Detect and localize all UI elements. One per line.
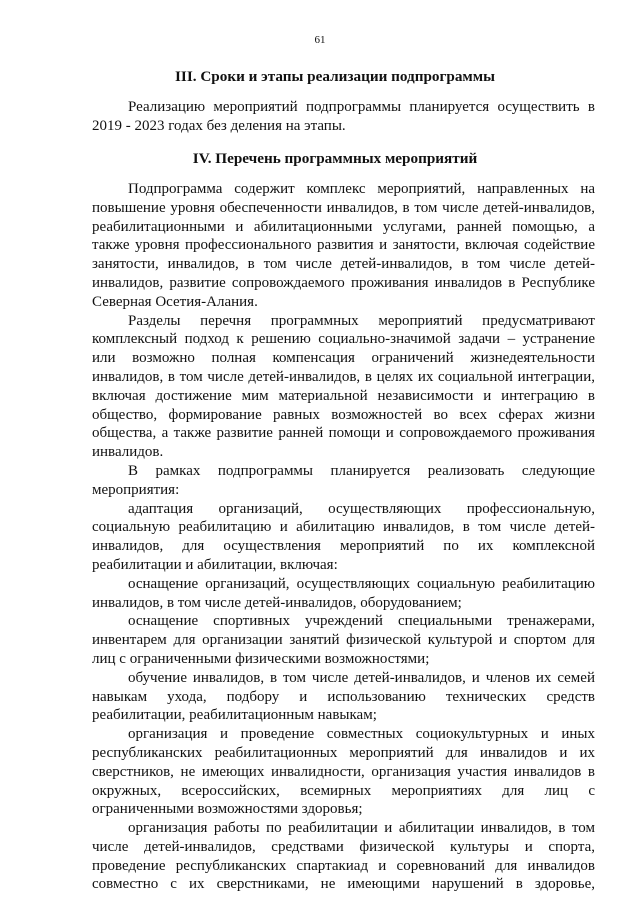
- text-line: общество, формирование равных возможностей во всех сферах жизни: [92, 406, 595, 423]
- list-item-line: оснащение спортивных учреждений специальными тренажерами,: [128, 613, 595, 630]
- list-item-line: навыкам ухода, подбору и использованию технических средств: [92, 688, 595, 705]
- text-line: реабилитационными и абилитационными услугами, ранней помощью, а: [92, 218, 595, 235]
- list-item-line: ограниченными возможностями здоровья;: [92, 801, 363, 818]
- page-number: 61: [314, 34, 326, 46]
- text-line: 2019 - 2023 годах без деления на этапы.: [92, 117, 346, 134]
- text-line: мероприятия:: [92, 481, 180, 498]
- section-3-paragraph: [92, 98, 595, 136]
- list-item-line: социальную реабилитацию и абилитацию инвалидов, в том числе детей-: [92, 519, 595, 536]
- section-3-title: III. Сроки и этапы реализации подпрограммы: [175, 68, 495, 85]
- text-line: или возможно полная компенсация ограничений жизнедеятельности: [92, 350, 595, 367]
- list-item-line: оснащение организаций, осуществляющих социальную реабилитацию: [128, 575, 595, 592]
- list-item-line: инвентарем для организации занятий физической культурой и спортом для: [92, 632, 595, 649]
- text-line: инвалидов.: [92, 444, 164, 461]
- text-line: комплексный подход к решению социально-значимой задачи – устранение: [92, 331, 595, 348]
- list-item-line: реабилитации, реабилитационным навыкам;: [92, 707, 377, 724]
- text-line: общества, а также развитие ранней помощи и сопровождаемого проживания: [92, 425, 595, 442]
- list-item-line: организация работы по реабилитации и абилитации инвалидов, в том: [128, 820, 595, 837]
- list-item-line: реабилитации и абилитации, включая:: [92, 556, 338, 573]
- section-4-body: [92, 180, 595, 894]
- text-line: также уровня профессионального развития и занятости, включая содействие: [92, 237, 595, 254]
- text-line: Разделы перечня программных мероприятий предусматривают: [128, 312, 595, 329]
- list-item-line: проведение республиканских спартакиад и соревнований для инвалидов: [92, 857, 595, 874]
- list-item-line: числе детей-инвалидов, средствами физической культуры и спорта,: [92, 838, 595, 855]
- list-item-line: инвалидов, в том числе детей-инвалидов, оборудованием;: [92, 594, 462, 611]
- list-item-line: совместно с их сверстниками, не имеющими нарушений в здоровье,: [92, 876, 595, 893]
- list-item-line: организация и проведение совместных социокультурных и иных: [128, 726, 595, 743]
- list-item-line: обучение инвалидов, в том числе детей-инвалидов, и членов их семей: [128, 669, 595, 686]
- list-item-line: сверстников, не имеющих инвалидности, организация участия инвалидов в: [92, 763, 595, 780]
- text-line: повышение уровня обеспеченности инвалидов, в том числе детей-инвалидов,: [92, 199, 595, 216]
- text-line: инвалидов, в том числе детей-инвалидов, в целях их социальной интеграции,: [92, 368, 595, 385]
- list-item-line: инвалидов, для осуществления мероприятий по их комплексной: [92, 538, 595, 555]
- text-line: инвалидов, развитие сопровождаемого проживания инвалидов в Республике: [92, 274, 595, 291]
- text-line: Подпрограмма содержит комплекс мероприятий, направленных на: [128, 181, 595, 197]
- list-item-line: лиц с ограниченными физическими возможностями;: [92, 650, 430, 667]
- text-line: Северная Осетия-Алания.: [92, 293, 258, 310]
- text-line: В рамках подпрограммы планируется реализовать следующие: [128, 462, 595, 479]
- text-line: Реализацию мероприятий подпрограммы планируется осуществить в: [128, 99, 595, 115]
- text-line: включая достижение мим материальной независимости и интеграцию в: [92, 387, 595, 404]
- list-item-line: республиканских реабилитационных мероприятий для инвалидов и их: [92, 744, 595, 761]
- list-item-line: адаптация организаций, осуществляющих профессиональную,: [128, 500, 595, 517]
- text-line: занятости, инвалидов, в том числе детей-инвалидов, в том числе детей-: [92, 256, 595, 273]
- section-4-title: IV. Перечень программных мероприятий: [192, 150, 478, 167]
- list-item-line: окружных, всероссийских, всемирных мероприятиях для лиц с: [92, 782, 595, 799]
